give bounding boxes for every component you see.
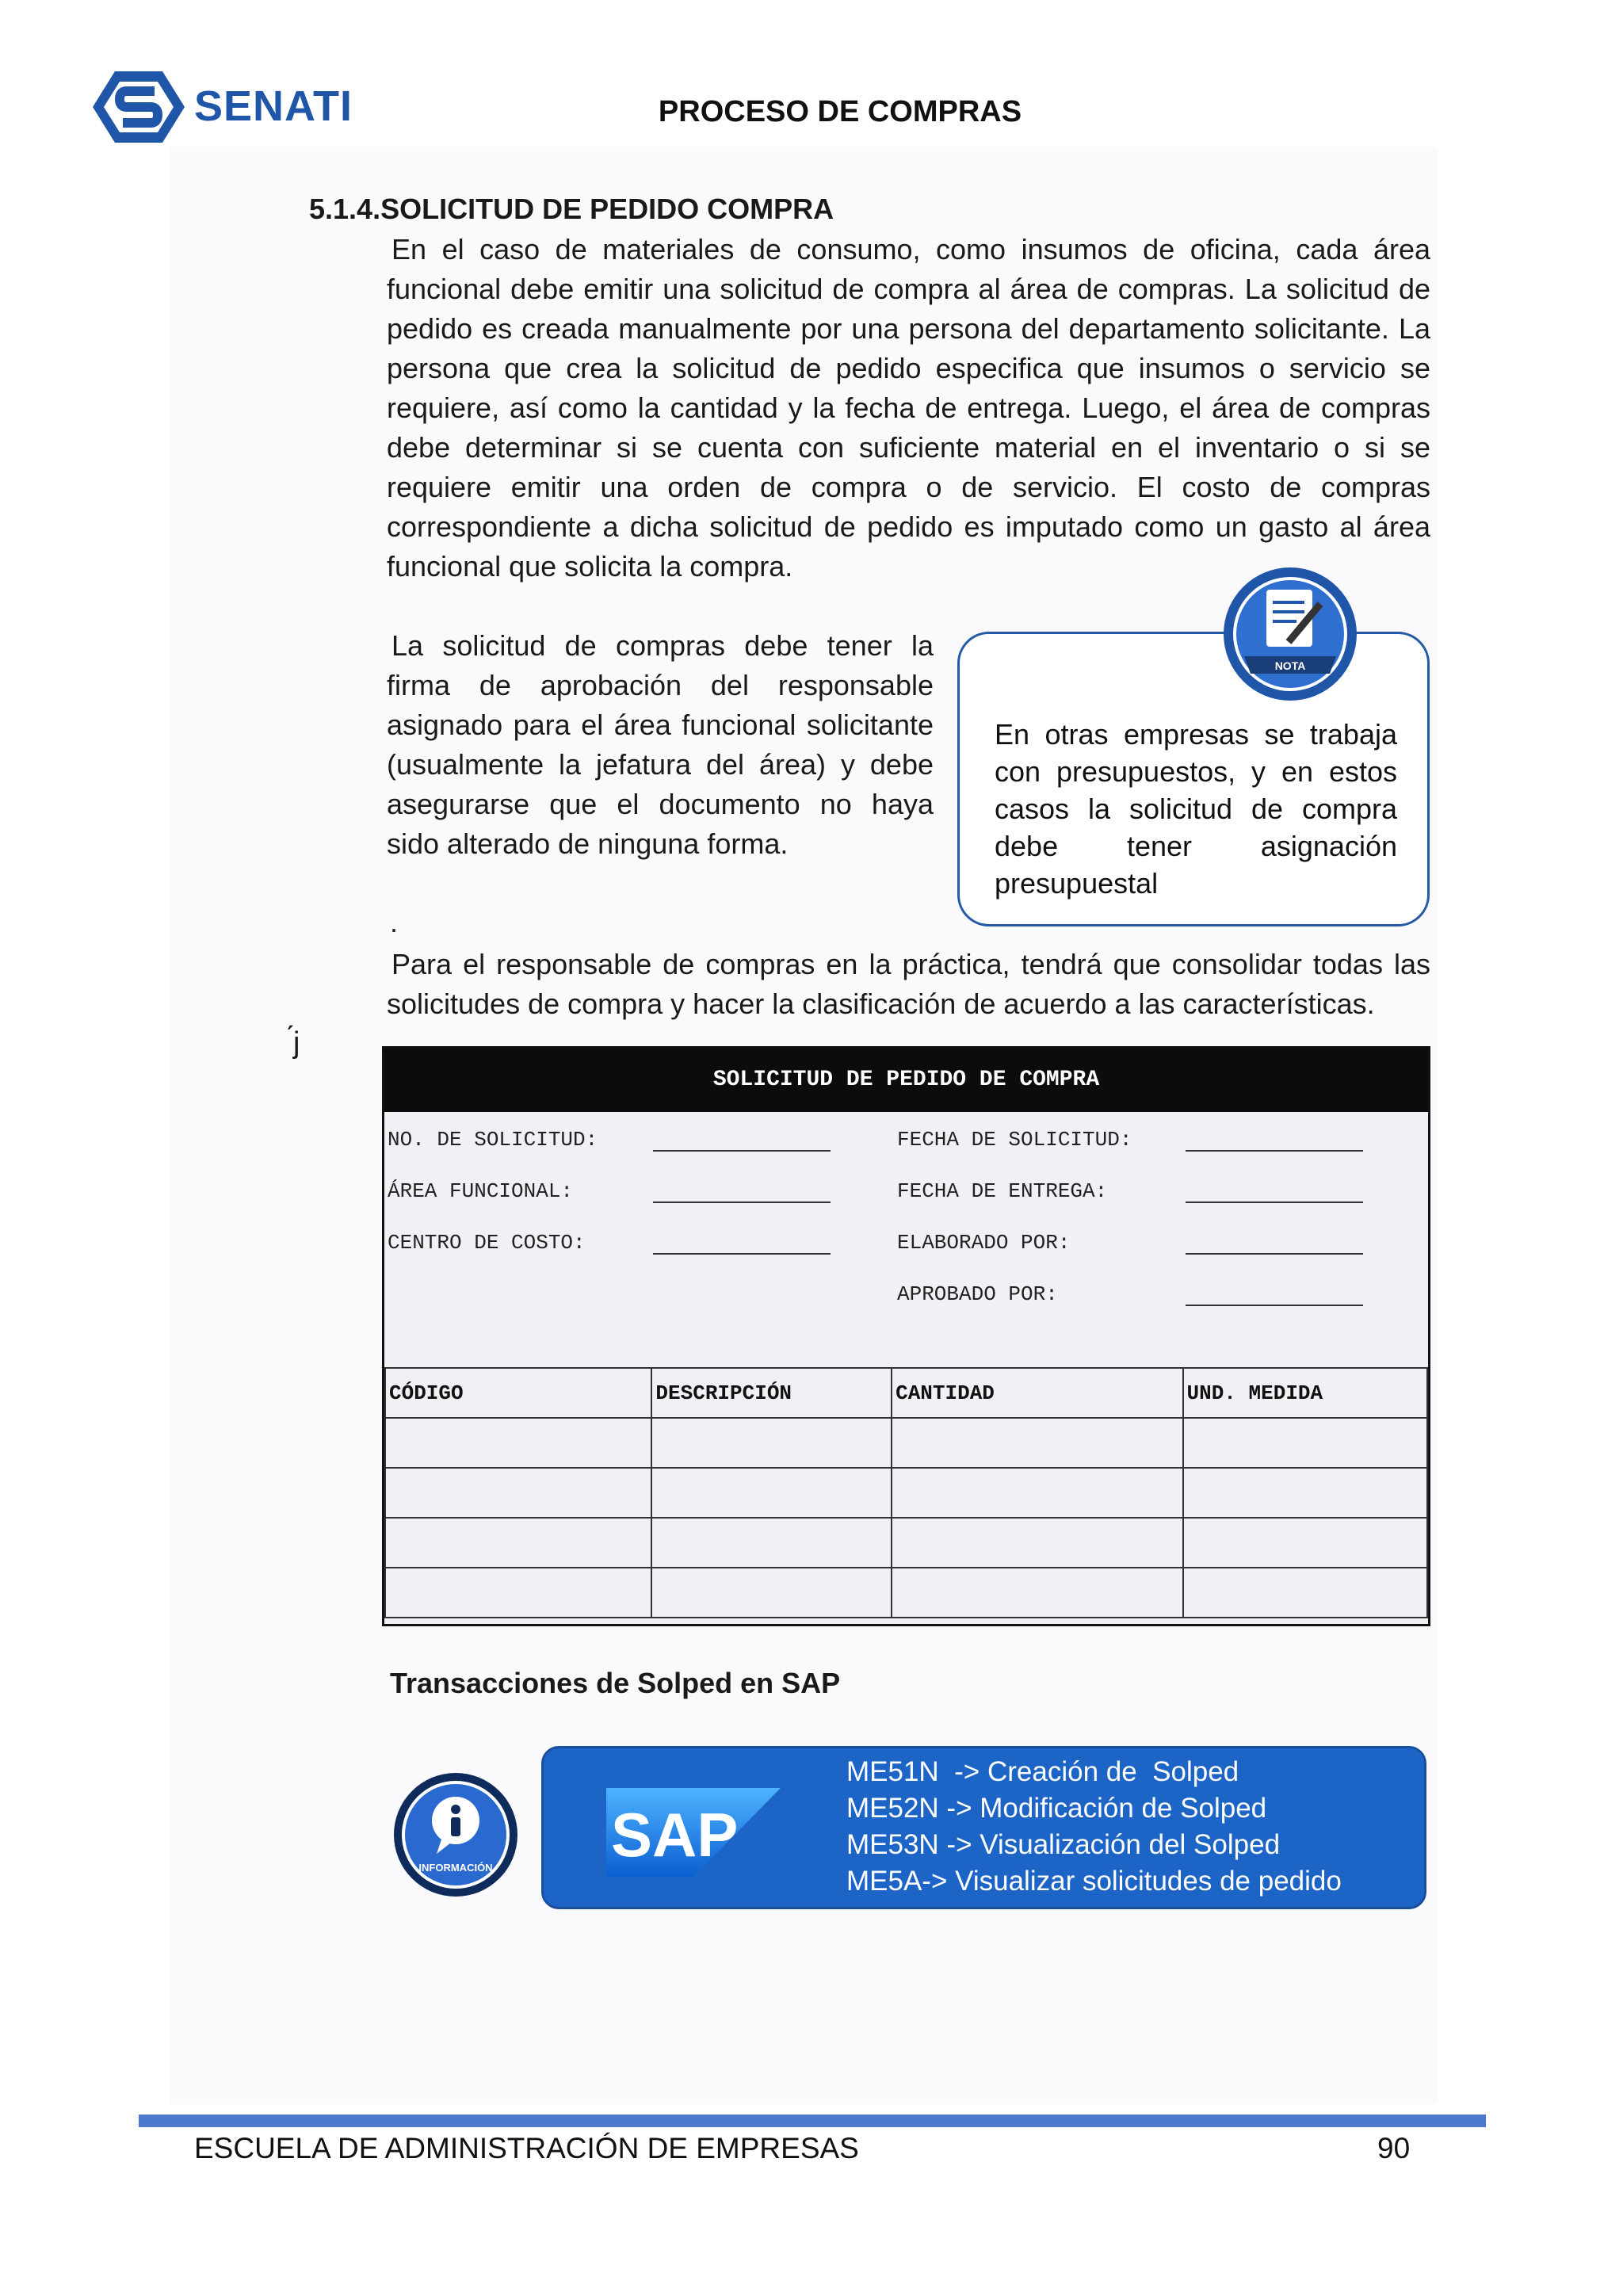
table-cell xyxy=(1183,1468,1428,1518)
table-row xyxy=(385,1518,1427,1568)
field-functional-area-label: ÁREA FUNCIONAL: xyxy=(388,1179,574,1203)
document-title: PROCESO DE COMPRAS xyxy=(658,95,1022,128)
table-cell xyxy=(651,1568,892,1618)
table-cell xyxy=(385,1568,651,1618)
sap-logo xyxy=(606,1788,781,1877)
column-quantity: CANTIDAD xyxy=(892,1368,1182,1418)
paragraph-consolidation: Para el responsable de compras en la práctica, tendrá que consolidar todas las solicitudes de compra y hacer la clasificación de acuerdo a las características. xyxy=(387,948,1430,1020)
table-cell xyxy=(651,1468,892,1518)
form-title: SOLICITUD DE PEDIDO DE COMPRA xyxy=(384,1049,1428,1112)
field-approved-by-line xyxy=(1186,1305,1363,1306)
field-prepared-by-label: ELABORADO POR: xyxy=(897,1231,1071,1255)
field-prepared-by-line xyxy=(1186,1253,1363,1255)
transaction-me52n: ME52N -> Modificación de Solped xyxy=(846,1793,1267,1824)
footer-bar xyxy=(139,2115,1486,2127)
table-cell xyxy=(385,1518,651,1568)
stray-dot: . xyxy=(390,906,399,938)
column-description: DESCRIPCIÓN xyxy=(651,1368,892,1418)
table-row xyxy=(385,1568,1427,1618)
footer-school-name: ESCUELA DE ADMINISTRACIÓN DE EMPRESAS xyxy=(194,2132,859,2164)
purchase-request-form xyxy=(382,1046,1430,1626)
field-delivery-date-label: FECHA DE ENTREGA: xyxy=(897,1179,1108,1203)
information-icon xyxy=(392,1771,519,1898)
items-table xyxy=(384,1367,1428,1618)
field-request-date-line xyxy=(1186,1150,1363,1152)
transaction-me51n: ME51N -> Creación de Solped xyxy=(846,1756,1239,1787)
field-delivery-date-line xyxy=(1186,1201,1363,1203)
note-icon-label: NOTA xyxy=(1274,659,1306,672)
table-cell xyxy=(892,1418,1182,1468)
sap-logo-text: SAP xyxy=(611,1800,739,1870)
table-cell xyxy=(651,1518,892,1568)
field-request-date-label: FECHA DE SOLICITUD: xyxy=(897,1128,1132,1152)
table-cell xyxy=(1183,1568,1428,1618)
field-approved-by-label: APROBADO POR: xyxy=(897,1282,1058,1306)
note-text: En otras empresas se trabaja con presupuestos, y en estos casos la solicitud de compra debe tener asignación presupuestal xyxy=(995,718,1397,900)
page-number: 90 xyxy=(1377,2132,1411,2164)
table-cell xyxy=(651,1418,892,1468)
table-row xyxy=(385,1418,1427,1468)
table-cell xyxy=(1183,1418,1428,1468)
table-cell xyxy=(892,1518,1182,1568)
transaction-me53n: ME53N -> Visualización del Solped xyxy=(846,1829,1281,1860)
note-icon xyxy=(1220,564,1360,704)
table-cell xyxy=(892,1468,1182,1518)
column-unit: UND. MEDIDA xyxy=(1183,1368,1428,1418)
field-cost-center-label: CENTRO DE COSTO: xyxy=(388,1231,586,1255)
paragraph-intro: En el caso de materiales de consumo, como insumos de oficina, cada área funcional debe emitir una solicitud de compra al área de compras. La solicitud de pedido es creada manualmente por una persona del departamento solicitante. La persona que crea la solicitud de pedido especifica que insumos o servicio se requiere, así como la cantidad y la fecha de entrega. Luego, el área de compras debe determinar si se cuenta con suficiente material en el inventario o si se requiere emitir una orden de compra o de servicio. El costo de compras correspondiente a dicha solicitud de pedido es imputado como un gasto al área funcional que solicita la compra. xyxy=(387,233,1430,583)
table-cell xyxy=(385,1468,651,1518)
field-functional-area-line xyxy=(653,1201,831,1203)
section-heading: 5.1.4.SOLICITUD DE PEDIDO COMPRA xyxy=(309,193,834,225)
column-code: CÓDIGO xyxy=(385,1368,651,1418)
table-row xyxy=(385,1468,1427,1518)
transaction-me5a: ME5A-> Visualizar solicitudes de pedido xyxy=(846,1866,1342,1897)
sap-transaction-list xyxy=(846,1754,1342,1900)
items-table-header xyxy=(385,1368,1427,1418)
stray-mark: ́j xyxy=(293,1026,300,1060)
table-cell xyxy=(385,1418,651,1468)
sap-heading: Transacciones de Solped en SAP xyxy=(390,1667,841,1699)
information-icon-label: INFORMACIÓN xyxy=(418,1862,493,1874)
field-request-number-label: NO. DE SOLICITUD: xyxy=(388,1128,598,1152)
field-cost-center-line xyxy=(653,1253,831,1255)
table-cell xyxy=(892,1568,1182,1618)
logo-wordmark: SENATI xyxy=(194,82,353,130)
field-request-number-line xyxy=(653,1150,831,1152)
paragraph-approval: La solicitud de compras debe tener la firma de aprobación del responsable asignado para el área funcional solicitante (usualmente la jefatura del área) y debe asegurarse que el documento no haya sido alterado de ninguna forma. xyxy=(387,629,934,860)
table-cell xyxy=(1183,1518,1428,1568)
